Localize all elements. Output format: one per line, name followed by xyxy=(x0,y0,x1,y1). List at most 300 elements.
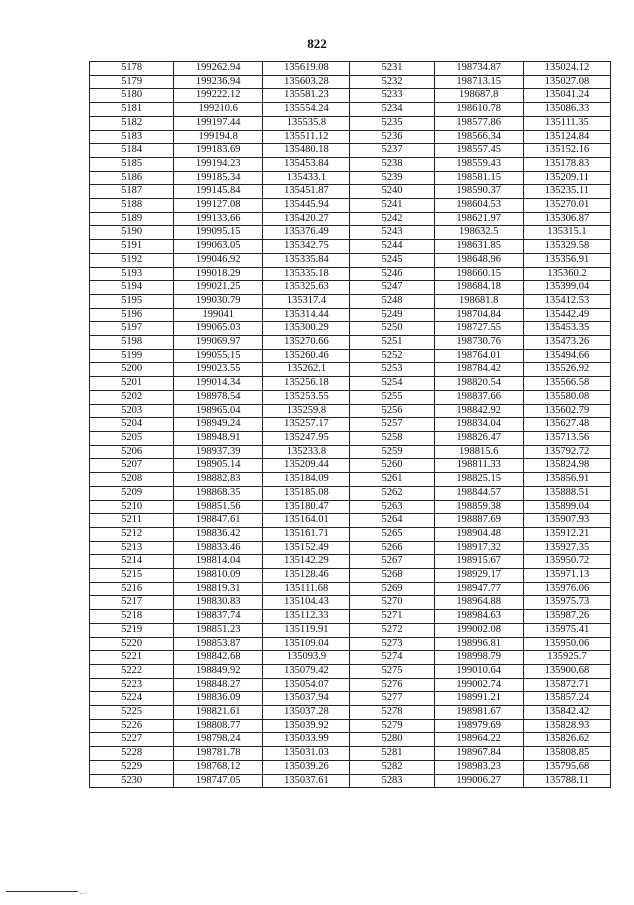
cell-x-coordinate: 198847.61 xyxy=(174,514,263,528)
cell-x-coordinate: 198917.32 xyxy=(434,541,523,555)
cell-x-coordinate: 199222.12 xyxy=(174,89,263,103)
cell-y-coordinate: 135054.07 xyxy=(263,678,350,692)
table-row xyxy=(90,294,611,308)
cell-x-coordinate: 198842.92 xyxy=(434,404,523,418)
cell-x-coordinate: 198821.61 xyxy=(174,706,263,720)
cell-point-number: 5209 xyxy=(90,486,174,500)
cell-x-coordinate: 198727.55 xyxy=(434,322,523,336)
cell-point-number: 5238 xyxy=(350,157,434,171)
coordinates-table-body xyxy=(90,62,611,788)
cell-x-coordinate: 198704.84 xyxy=(434,308,523,322)
table-row xyxy=(90,747,611,761)
cell-x-coordinate: 199014.34 xyxy=(174,377,263,391)
cell-y-coordinate: 135306.87 xyxy=(523,212,610,226)
cell-x-coordinate: 198964.22 xyxy=(434,733,523,747)
cell-x-coordinate: 199002.74 xyxy=(434,678,523,692)
table-row xyxy=(90,445,611,459)
cell-y-coordinate: 135975.73 xyxy=(523,596,610,610)
cell-y-coordinate: 135124.84 xyxy=(523,130,610,144)
cell-x-coordinate: 198929.17 xyxy=(434,569,523,583)
cell-y-coordinate: 135300.29 xyxy=(263,322,350,336)
cell-point-number: 5184 xyxy=(90,144,174,158)
cell-point-number: 5218 xyxy=(90,610,174,624)
table-row xyxy=(90,706,611,720)
cell-point-number: 5248 xyxy=(350,294,434,308)
cell-y-coordinate: 135602.79 xyxy=(523,404,610,418)
cell-y-coordinate: 135335.84 xyxy=(263,253,350,267)
cell-x-coordinate: 198681.8 xyxy=(434,294,523,308)
table-row xyxy=(90,664,611,678)
cell-y-coordinate: 135619.08 xyxy=(263,62,350,76)
table-row xyxy=(90,185,611,199)
cell-y-coordinate: 135093.9 xyxy=(263,651,350,665)
cell-point-number: 5247 xyxy=(350,281,434,295)
cell-x-coordinate: 198566.34 xyxy=(434,130,523,144)
cell-x-coordinate: 199046.92 xyxy=(174,253,263,267)
page-number: 822 xyxy=(307,36,327,51)
cell-point-number: 5213 xyxy=(90,541,174,555)
cell-point-number: 5244 xyxy=(350,240,434,254)
cell-y-coordinate: 135178.83 xyxy=(523,157,610,171)
cell-point-number: 5229 xyxy=(90,760,174,774)
table-row xyxy=(90,308,611,322)
cell-y-coordinate: 135511.12 xyxy=(263,130,350,144)
cell-x-coordinate: 199185.34 xyxy=(174,171,263,185)
cell-point-number: 5254 xyxy=(350,377,434,391)
cell-point-number: 5183 xyxy=(90,130,174,144)
cell-y-coordinate: 135329.58 xyxy=(523,240,610,254)
table-row xyxy=(90,514,611,528)
cell-y-coordinate: 135335.18 xyxy=(263,267,350,281)
cell-y-coordinate: 135824.98 xyxy=(523,459,610,473)
cell-x-coordinate: 198814.04 xyxy=(174,555,263,569)
cell-x-coordinate: 198904.48 xyxy=(434,527,523,541)
cell-y-coordinate: 135112.33 xyxy=(263,610,350,624)
cell-y-coordinate: 135142.29 xyxy=(263,555,350,569)
cell-y-coordinate: 135233.8 xyxy=(263,445,350,459)
cell-x-coordinate: 198648.96 xyxy=(434,253,523,267)
cell-y-coordinate: 135888.51 xyxy=(523,486,610,500)
cell-point-number: 5280 xyxy=(350,733,434,747)
cell-point-number: 5258 xyxy=(350,431,434,445)
cell-point-number: 5259 xyxy=(350,445,434,459)
table-row xyxy=(90,582,611,596)
table-row xyxy=(90,651,611,665)
cell-x-coordinate: 199055.15 xyxy=(174,349,263,363)
cell-point-number: 5278 xyxy=(350,706,434,720)
cell-point-number: 5251 xyxy=(350,336,434,350)
cell-x-coordinate: 198851.23 xyxy=(174,623,263,637)
cell-x-coordinate: 198621.97 xyxy=(434,212,523,226)
cell-x-coordinate: 198978.54 xyxy=(174,390,263,404)
cell-y-coordinate: 135473.26 xyxy=(523,336,610,350)
cell-x-coordinate: 198768.12 xyxy=(174,760,263,774)
table-row xyxy=(90,678,611,692)
cell-x-coordinate: 199127.08 xyxy=(174,199,263,213)
cell-x-coordinate: 198859.38 xyxy=(434,500,523,514)
cell-y-coordinate: 135899.04 xyxy=(523,500,610,514)
table-row xyxy=(90,596,611,610)
cell-y-coordinate: 135111.35 xyxy=(523,116,610,130)
cell-x-coordinate: 199236.94 xyxy=(174,75,263,89)
cell-y-coordinate: 135314.44 xyxy=(263,308,350,322)
cell-y-coordinate: 135161.71 xyxy=(263,527,350,541)
table-row xyxy=(90,130,611,144)
cell-y-coordinate: 135039.26 xyxy=(263,760,350,774)
cell-x-coordinate: 198826.47 xyxy=(434,431,523,445)
cell-y-coordinate: 135041.24 xyxy=(523,89,610,103)
table-row xyxy=(90,322,611,336)
cell-y-coordinate: 135037.94 xyxy=(263,692,350,706)
cell-point-number: 5194 xyxy=(90,281,174,295)
cell-point-number: 5245 xyxy=(350,253,434,267)
cell-point-number: 5246 xyxy=(350,267,434,281)
cell-point-number: 5273 xyxy=(350,637,434,651)
table-row xyxy=(90,253,611,267)
cell-y-coordinate: 135315.1 xyxy=(523,226,610,240)
cell-y-coordinate: 135342.75 xyxy=(263,240,350,254)
cell-x-coordinate: 198984.63 xyxy=(434,610,523,624)
cell-y-coordinate: 135713.56 xyxy=(523,431,610,445)
cell-y-coordinate: 135270.01 xyxy=(523,199,610,213)
cell-x-coordinate: 198947.77 xyxy=(434,582,523,596)
cell-x-coordinate: 199002.08 xyxy=(434,623,523,637)
table-row xyxy=(90,212,611,226)
cell-y-coordinate: 135950.72 xyxy=(523,555,610,569)
cell-y-coordinate: 135925.7 xyxy=(523,651,610,665)
cell-y-coordinate: 135535.8 xyxy=(263,116,350,130)
footer-mark: . . xyxy=(80,887,86,896)
cell-point-number: 5193 xyxy=(90,267,174,281)
cell-y-coordinate: 135971.13 xyxy=(523,569,610,583)
table-row xyxy=(90,103,611,117)
cell-point-number: 5261 xyxy=(350,473,434,487)
cell-x-coordinate: 198713.15 xyxy=(434,75,523,89)
cell-x-coordinate: 199021.25 xyxy=(174,281,263,295)
cell-y-coordinate: 135451.87 xyxy=(263,185,350,199)
cell-point-number: 5207 xyxy=(90,459,174,473)
cell-y-coordinate: 135325.63 xyxy=(263,281,350,295)
cell-point-number: 5200 xyxy=(90,363,174,377)
table-row xyxy=(90,240,611,254)
cell-y-coordinate: 135603.28 xyxy=(263,75,350,89)
cell-x-coordinate: 198781.78 xyxy=(174,747,263,761)
cell-point-number: 5195 xyxy=(90,294,174,308)
cell-point-number: 5222 xyxy=(90,664,174,678)
cell-y-coordinate: 135399.04 xyxy=(523,281,610,295)
cell-point-number: 5226 xyxy=(90,719,174,733)
cell-x-coordinate: 198798.24 xyxy=(174,733,263,747)
cell-x-coordinate: 198815.6 xyxy=(434,445,523,459)
cell-x-coordinate: 198887.69 xyxy=(434,514,523,528)
cell-x-coordinate: 198784.42 xyxy=(434,363,523,377)
cell-x-coordinate: 199063.05 xyxy=(174,240,263,254)
cell-point-number: 5185 xyxy=(90,157,174,171)
cell-y-coordinate: 135795.68 xyxy=(523,760,610,774)
cell-x-coordinate: 198747.05 xyxy=(174,774,263,788)
table-row xyxy=(90,473,611,487)
table-row xyxy=(90,733,611,747)
cell-x-coordinate: 198811.33 xyxy=(434,459,523,473)
cell-y-coordinate: 135950.06 xyxy=(523,637,610,651)
cell-y-coordinate: 135024.12 xyxy=(523,62,610,76)
cell-x-coordinate: 199018.29 xyxy=(174,267,263,281)
cell-point-number: 5228 xyxy=(90,747,174,761)
cell-y-coordinate: 135260.46 xyxy=(263,349,350,363)
table-row xyxy=(90,281,611,295)
table-row xyxy=(90,226,611,240)
cell-point-number: 5208 xyxy=(90,473,174,487)
cell-x-coordinate: 198730.76 xyxy=(434,336,523,350)
cell-point-number: 5236 xyxy=(350,130,434,144)
cell-x-coordinate: 199183.69 xyxy=(174,144,263,158)
cell-y-coordinate: 135259.8 xyxy=(263,404,350,418)
cell-point-number: 5249 xyxy=(350,308,434,322)
cell-point-number: 5256 xyxy=(350,404,434,418)
cell-x-coordinate: 199194.23 xyxy=(174,157,263,171)
table-row xyxy=(90,486,611,500)
cell-point-number: 5264 xyxy=(350,514,434,528)
cell-x-coordinate: 198844.57 xyxy=(434,486,523,500)
cell-y-coordinate: 135111.68 xyxy=(263,582,350,596)
cell-y-coordinate: 135826.62 xyxy=(523,733,610,747)
cell-point-number: 5282 xyxy=(350,760,434,774)
cell-y-coordinate: 135842.42 xyxy=(523,706,610,720)
cell-x-coordinate: 199030.79 xyxy=(174,294,263,308)
cell-y-coordinate: 135975.41 xyxy=(523,623,610,637)
cell-point-number: 5263 xyxy=(350,500,434,514)
cell-point-number: 5270 xyxy=(350,596,434,610)
cell-y-coordinate: 135128.46 xyxy=(263,569,350,583)
cell-point-number: 5215 xyxy=(90,569,174,583)
table-row xyxy=(90,610,611,624)
cell-y-coordinate: 135253.55 xyxy=(263,390,350,404)
cell-y-coordinate: 135152.16 xyxy=(523,144,610,158)
cell-point-number: 5187 xyxy=(90,185,174,199)
table-row xyxy=(90,719,611,733)
cell-point-number: 5230 xyxy=(90,774,174,788)
cell-x-coordinate: 198981.67 xyxy=(434,706,523,720)
cell-x-coordinate: 198577.86 xyxy=(434,116,523,130)
cell-x-coordinate: 199197.44 xyxy=(174,116,263,130)
table-row xyxy=(90,527,611,541)
table-row xyxy=(90,75,611,89)
footer-rule xyxy=(6,891,78,892)
cell-point-number: 5224 xyxy=(90,692,174,706)
cell-point-number: 5196 xyxy=(90,308,174,322)
cell-y-coordinate: 135209.11 xyxy=(523,171,610,185)
cell-y-coordinate: 135270.66 xyxy=(263,336,350,350)
cell-point-number: 5212 xyxy=(90,527,174,541)
cell-point-number: 5217 xyxy=(90,596,174,610)
cell-y-coordinate: 135104.43 xyxy=(263,596,350,610)
cell-x-coordinate: 198848.27 xyxy=(174,678,263,692)
cell-point-number: 5267 xyxy=(350,555,434,569)
table-row xyxy=(90,157,611,171)
cell-y-coordinate: 135039.92 xyxy=(263,719,350,733)
cell-y-coordinate: 135445.94 xyxy=(263,199,350,213)
cell-x-coordinate: 198979.69 xyxy=(434,719,523,733)
cell-y-coordinate: 135976.06 xyxy=(523,582,610,596)
cell-point-number: 5181 xyxy=(90,103,174,117)
table-row xyxy=(90,404,611,418)
cell-y-coordinate: 135480.18 xyxy=(263,144,350,158)
table-row xyxy=(90,774,611,788)
cell-point-number: 5223 xyxy=(90,678,174,692)
cell-x-coordinate: 199194.8 xyxy=(174,130,263,144)
cell-point-number: 5231 xyxy=(350,62,434,76)
cell-x-coordinate: 198983.23 xyxy=(434,760,523,774)
cell-y-coordinate: 135027.08 xyxy=(523,75,610,89)
cell-x-coordinate: 199065.03 xyxy=(174,322,263,336)
cell-y-coordinate: 135420.27 xyxy=(263,212,350,226)
cell-x-coordinate: 198764.01 xyxy=(434,349,523,363)
table-row xyxy=(90,89,611,103)
cell-y-coordinate: 135788.11 xyxy=(523,774,610,788)
table-row xyxy=(90,569,611,583)
cell-point-number: 5235 xyxy=(350,116,434,130)
cell-y-coordinate: 135580.08 xyxy=(523,390,610,404)
cell-point-number: 5182 xyxy=(90,116,174,130)
cell-point-number: 5225 xyxy=(90,706,174,720)
table-row xyxy=(90,555,611,569)
cell-x-coordinate: 198631.85 xyxy=(434,240,523,254)
cell-y-coordinate: 135031.03 xyxy=(263,747,350,761)
cell-point-number: 5197 xyxy=(90,322,174,336)
cell-x-coordinate: 198687.8 xyxy=(434,89,523,103)
cell-x-coordinate: 198820.54 xyxy=(434,377,523,391)
cell-y-coordinate: 135453.84 xyxy=(263,157,350,171)
cell-y-coordinate: 135184.09 xyxy=(263,473,350,487)
cell-y-coordinate: 135119.91 xyxy=(263,623,350,637)
cell-point-number: 5272 xyxy=(350,623,434,637)
cell-point-number: 5216 xyxy=(90,582,174,596)
cell-point-number: 5199 xyxy=(90,349,174,363)
table-row xyxy=(90,377,611,391)
cell-x-coordinate: 198967.84 xyxy=(434,747,523,761)
cell-point-number: 5237 xyxy=(350,144,434,158)
cell-y-coordinate: 135235.11 xyxy=(523,185,610,199)
cell-point-number: 5180 xyxy=(90,89,174,103)
table-row xyxy=(90,431,611,445)
cell-x-coordinate: 198590.37 xyxy=(434,185,523,199)
cell-x-coordinate: 198837.66 xyxy=(434,390,523,404)
cell-y-coordinate: 135356.91 xyxy=(523,253,610,267)
cell-x-coordinate: 198734.87 xyxy=(434,62,523,76)
cell-x-coordinate: 198581.15 xyxy=(434,171,523,185)
cell-point-number: 5243 xyxy=(350,226,434,240)
table-row xyxy=(90,171,611,185)
cell-point-number: 5205 xyxy=(90,431,174,445)
cell-point-number: 5201 xyxy=(90,377,174,391)
cell-x-coordinate: 198851.56 xyxy=(174,500,263,514)
cell-point-number: 5252 xyxy=(350,349,434,363)
cell-x-coordinate: 198836.09 xyxy=(174,692,263,706)
cell-point-number: 5281 xyxy=(350,747,434,761)
cell-y-coordinate: 135079.42 xyxy=(263,664,350,678)
cell-y-coordinate: 135526.92 xyxy=(523,363,610,377)
cell-y-coordinate: 135828.93 xyxy=(523,719,610,733)
cell-point-number: 5192 xyxy=(90,253,174,267)
table-row xyxy=(90,500,611,514)
table-row xyxy=(90,541,611,555)
cell-y-coordinate: 135262.1 xyxy=(263,363,350,377)
cell-point-number: 5262 xyxy=(350,486,434,500)
coordinates-table xyxy=(89,61,611,788)
cell-point-number: 5275 xyxy=(350,664,434,678)
cell-point-number: 5186 xyxy=(90,171,174,185)
cell-x-coordinate: 198559.43 xyxy=(434,157,523,171)
cell-point-number: 5276 xyxy=(350,678,434,692)
table-row xyxy=(90,267,611,281)
table-row xyxy=(90,363,611,377)
cell-y-coordinate: 135912.21 xyxy=(523,527,610,541)
cell-y-coordinate: 135086.33 xyxy=(523,103,610,117)
cell-x-coordinate: 198868.35 xyxy=(174,486,263,500)
table-row xyxy=(90,199,611,213)
cell-x-coordinate: 198837.74 xyxy=(174,610,263,624)
cell-x-coordinate: 198830.83 xyxy=(174,596,263,610)
cell-point-number: 5250 xyxy=(350,322,434,336)
cell-point-number: 5241 xyxy=(350,199,434,213)
cell-point-number: 5221 xyxy=(90,651,174,665)
cell-y-coordinate: 135360.2 xyxy=(523,267,610,281)
cell-point-number: 5206 xyxy=(90,445,174,459)
cell-y-coordinate: 135872.71 xyxy=(523,678,610,692)
cell-x-coordinate: 198833.46 xyxy=(174,541,263,555)
table-row xyxy=(90,623,611,637)
cell-y-coordinate: 135627.48 xyxy=(523,418,610,432)
cell-x-coordinate: 199023.55 xyxy=(174,363,263,377)
cell-x-coordinate: 199095.15 xyxy=(174,226,263,240)
cell-y-coordinate: 135792.72 xyxy=(523,445,610,459)
cell-x-coordinate: 198998.79 xyxy=(434,651,523,665)
cell-point-number: 5253 xyxy=(350,363,434,377)
cell-x-coordinate: 198819.31 xyxy=(174,582,263,596)
table-row xyxy=(90,418,611,432)
cell-x-coordinate: 198610.78 xyxy=(434,103,523,117)
cell-point-number: 5271 xyxy=(350,610,434,624)
cell-y-coordinate: 135927.35 xyxy=(523,541,610,555)
cell-y-coordinate: 135185.08 xyxy=(263,486,350,500)
cell-point-number: 5190 xyxy=(90,226,174,240)
cell-x-coordinate: 198842.68 xyxy=(174,651,263,665)
cell-point-number: 5232 xyxy=(350,75,434,89)
cell-y-coordinate: 135247.95 xyxy=(263,431,350,445)
cell-y-coordinate: 135442.49 xyxy=(523,308,610,322)
table-row xyxy=(90,390,611,404)
cell-x-coordinate: 198949.24 xyxy=(174,418,263,432)
cell-point-number: 5255 xyxy=(350,390,434,404)
cell-point-number: 5234 xyxy=(350,103,434,117)
cell-x-coordinate: 198937.39 xyxy=(174,445,263,459)
cell-x-coordinate: 198684.18 xyxy=(434,281,523,295)
cell-point-number: 5260 xyxy=(350,459,434,473)
cell-point-number: 5239 xyxy=(350,171,434,185)
cell-y-coordinate: 135376.49 xyxy=(263,226,350,240)
cell-x-coordinate: 199010.64 xyxy=(434,664,523,678)
cell-x-coordinate: 199041 xyxy=(174,308,263,322)
cell-x-coordinate: 198882.83 xyxy=(174,473,263,487)
cell-x-coordinate: 198964.88 xyxy=(434,596,523,610)
cell-point-number: 5198 xyxy=(90,336,174,350)
cell-y-coordinate: 135037.28 xyxy=(263,706,350,720)
cell-point-number: 5277 xyxy=(350,692,434,706)
cell-x-coordinate: 198825.15 xyxy=(434,473,523,487)
cell-point-number: 5189 xyxy=(90,212,174,226)
cell-x-coordinate: 199133.66 xyxy=(174,212,263,226)
cell-point-number: 5219 xyxy=(90,623,174,637)
